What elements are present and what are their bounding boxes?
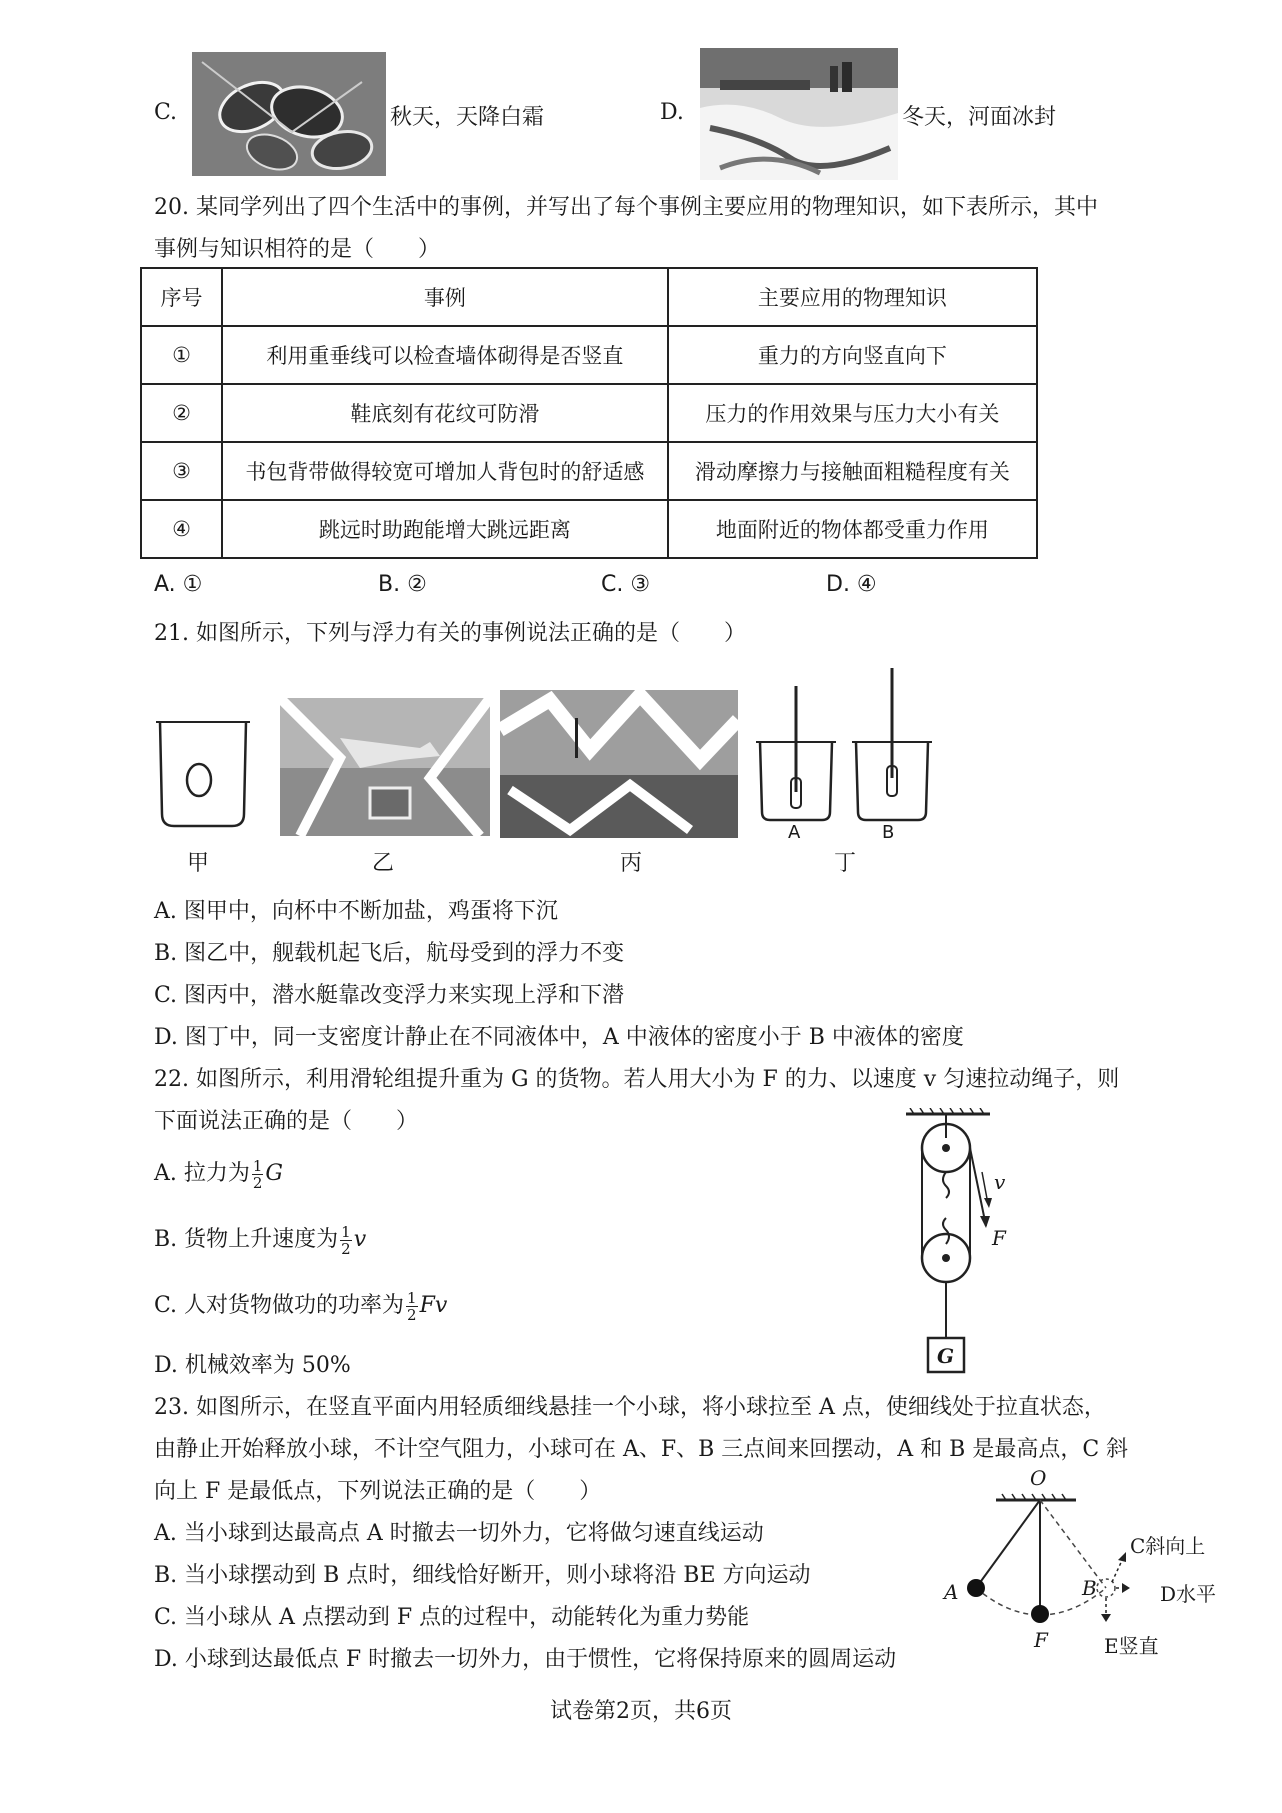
table-cell: 利用重垂线可以检查墙体砌得是否竖直: [222, 326, 668, 384]
direction-c-label: C斜向上: [1130, 1534, 1206, 1558]
table-header-cell: 序号: [141, 268, 222, 326]
fraction-numerator: 1: [407, 1288, 417, 1307]
q23-option-a: A. 当小球到达最高点 A 时撤去一切外力，它将做匀速直线运动: [154, 1521, 764, 1546]
fraction-numerator: 1: [341, 1222, 351, 1241]
fraction: [252, 1158, 264, 1191]
table-row: [141, 326, 1037, 384]
q20-option-a: A. ①: [154, 572, 203, 597]
submarine-photo: [500, 690, 738, 838]
figure-label-jia: 甲: [187, 851, 210, 876]
q20-stem-line1: 20. 某同学列出了四个生活中的事例，并写出了每个事例主要应用的物理知识，如下表所示，其中: [154, 195, 1098, 220]
q23-stem-line3: 向上 F 是最低点，下列说法正确的是（ ）: [154, 1479, 602, 1504]
option-c-label: C.: [154, 100, 178, 125]
q22-option-b-text: B. 货物上升速度为: [154, 1227, 339, 1252]
fraction-denominator: 2: [341, 1239, 351, 1258]
pendulum-pivot-label: O: [1030, 1466, 1047, 1490]
pulley-load-label: G: [937, 1344, 955, 1368]
table-row: [141, 500, 1037, 558]
q21-option-b: B. 图乙中，舰载机起飞后，航母受到的浮力不变: [154, 941, 625, 966]
q22-option-c: [154, 1288, 447, 1323]
pendulum-point-b-label: B: [1082, 1576, 1097, 1600]
page-footer: 试卷第2页，共6页: [550, 1699, 732, 1724]
q22-stem-line2: 下面说法正确的是（ ）: [154, 1109, 419, 1134]
pendulum-point-a-label: A: [944, 1580, 959, 1604]
table-cell: ②: [141, 384, 222, 442]
q20-stem-line2: 事例与知识相符的是（ ）: [154, 237, 441, 262]
table-cell: 书包背带做得较宽可增加人背包时的舒适感: [222, 442, 668, 500]
frost-leaves-photo: [192, 52, 386, 176]
q22-option-b: [154, 1222, 366, 1257]
fraction-denominator: 2: [252, 1173, 263, 1192]
q20-table: [140, 267, 1038, 559]
q23-option-b: B. 当小球摆动到 B 点时，细线恰好断开，则小球将沿 BE 方向运动: [154, 1563, 811, 1588]
table-cell: 滑动摩擦力与接触面粗糙程度有关: [668, 442, 1037, 500]
q22-option-a: [154, 1156, 283, 1191]
q23-stem-line1: 23. 如图所示，在竖直平面内用轻质细线悬挂一个小球，将小球拉至 A 点，使细线处于拉直状态，: [154, 1395, 1106, 1420]
q22-option-d: D. 机械效率为 50%: [154, 1353, 351, 1378]
fraction-denominator: 2: [407, 1305, 417, 1324]
pulley-velocity-label: v: [994, 1170, 1006, 1194]
table-cell: ①: [141, 326, 222, 384]
table-header-cell: 主要应用的物理知识: [668, 268, 1037, 326]
option-d-label: D.: [660, 100, 684, 125]
aircraft-carrier-image: [280, 698, 490, 836]
direction-e-label: E竖直: [1104, 1634, 1159, 1658]
beaker-egg-figure: [154, 718, 254, 830]
pulley-force-label: F: [992, 1226, 1006, 1250]
table-header-cell: 事例: [222, 268, 668, 326]
table-cell: 跳远时助跑能增大跳远距离: [222, 500, 668, 558]
table-cell: 地面附近的物体都受重力作用: [668, 500, 1037, 558]
figure-label-ding: 丁: [834, 851, 857, 876]
q23-option-c: C. 当小球从 A 点摆动到 F 点的过程中，动能转化为重力势能: [154, 1605, 750, 1630]
submarine-image: [500, 690, 738, 838]
figure-label-yi: 乙: [372, 851, 395, 876]
frozen-river-photo: [700, 48, 898, 180]
q21-option-c: C. 图丙中，潜水艇靠改变浮力来实现上浮和下潜: [154, 983, 625, 1008]
option-d-caption: 冬天，河面冰封: [902, 105, 1057, 130]
table-cell: 鞋底刻有花纹可防滑: [222, 384, 668, 442]
frozen-river-image: [700, 48, 898, 180]
table-cell: 重力的方向竖直向下: [668, 326, 1037, 384]
table-header-row: [141, 268, 1037, 326]
fraction: [340, 1224, 352, 1257]
q21-option-d: D. 图丁中，同一支密度计静止在不同液体中，A 中液体的密度小于 B 中液体的密度: [154, 1025, 964, 1050]
q22-option-a-var: G: [265, 1161, 283, 1186]
q20-option-d: D. ④: [826, 572, 877, 597]
fraction: [406, 1290, 418, 1323]
option-c-caption: 秋天，天降白霜: [390, 105, 545, 130]
frost-leaves-image: [192, 52, 386, 176]
q20-option-b: B. ②: [378, 572, 427, 597]
direction-d-label: D水平: [1160, 1582, 1217, 1606]
q22-option-c-var: Fv: [419, 1293, 448, 1318]
fraction-numerator: 1: [252, 1156, 263, 1175]
q23-stem-line2: 由静止开始释放小球，不计空气阻力，小球可在 A、F、B 三点间来回摆动，A 和 B 是最高点，C 斜: [154, 1437, 1129, 1462]
aircraft-carrier-photo: [280, 698, 490, 836]
beaker-a-label: A: [788, 822, 801, 843]
table-cell: ③: [141, 442, 222, 500]
figure-label-bing: 丙: [620, 851, 643, 876]
table-cell: 压力的作用效果与压力大小有关: [668, 384, 1037, 442]
q22-option-c-text: C. 人对货物做功的功率为: [154, 1293, 405, 1318]
q21-stem: 21. 如图所示，下列与浮力有关的事例说法正确的是（ ）: [154, 621, 746, 646]
q22-option-b-var: v: [353, 1227, 367, 1252]
q20-option-c: C. ③: [601, 572, 651, 597]
table-row: [141, 442, 1037, 500]
table-cell: ④: [141, 500, 222, 558]
hydrometer-beakers-figure: [756, 666, 936, 830]
q23-option-d: D. 小球到达最低点 F 时撤去一切外力，由于惯性，它将保持原来的圆周运动: [154, 1647, 897, 1672]
q21-option-a: A. 图甲中，向杯中不断加盐，鸡蛋将下沉: [154, 899, 558, 924]
beaker-b-label: B: [882, 822, 895, 843]
table-row: [141, 384, 1037, 442]
pendulum-point-f-label: F: [1034, 1628, 1048, 1652]
q22-option-a-text: A. 拉力为: [154, 1161, 250, 1186]
q22-stem-line1: 22. 如图所示，利用滑轮组提升重为 G 的货物。若人用大小为 F 的力、以速度 v 匀速拉动绳子，则: [154, 1067, 1120, 1092]
